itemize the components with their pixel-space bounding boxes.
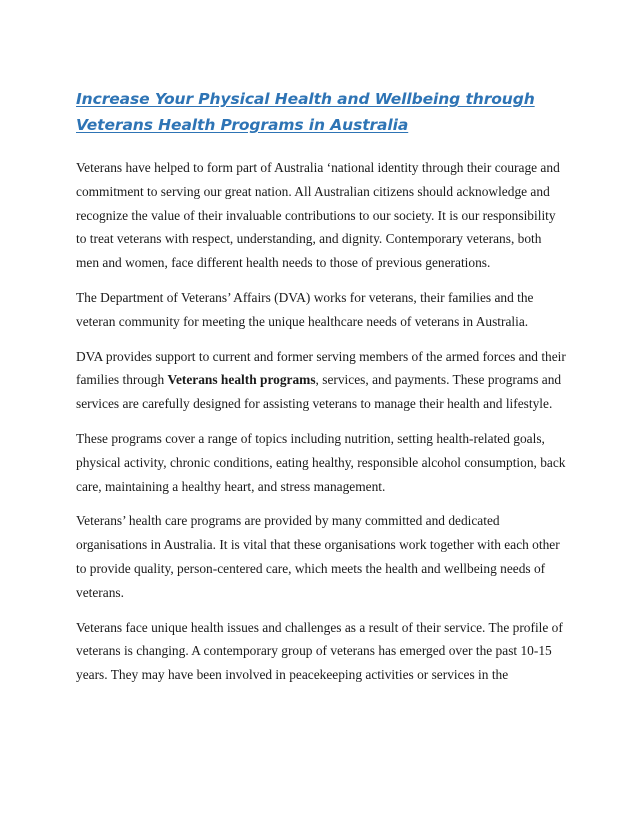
paragraph-program-topics: These programs cover a range of topics including nutrition, setting health-related goals, physical activity, chronic conditions, eating healthy, responsible alcohol consumption, back care, maintaining a healthy heart, and stress management.: [76, 430, 566, 494]
document-title: Increase Your Physical Health and Wellbeing through Veterans Health Programs in Australia: [76, 90, 535, 134]
paragraph-dva-support: [76, 345, 566, 416]
veterans-health-programs-emphasis: Veterans health programs: [167, 372, 316, 388]
paragraph-dva-support-lead: DVA provides support to current and former serving members of the armed forces and their families through: [76, 348, 566, 388]
paragraph-unique-issues: Veterans face unique health issues and challenges as a result of their service. The profile of veterans is changing. A contemporary group of veterans has emerged over the past 10-15 years. They may have been involved in peacekeeping activities or services in the: [76, 619, 563, 683]
paragraph-veterans-identity: Veterans have helped to form part of Australia ‘national identity through their courage and commitment to serving our great nation. All Australian citizens should acknowledge and recognize the value of their invaluable contributions to our society. It is our responsibility to treat veterans with respect, understanding, and dignity. Contemporary veterans, both men and women, face different health needs to those of previous generations.: [76, 160, 560, 271]
document-body: [76, 86, 566, 698]
paragraph-dva-support-tail: , services, and payments. These programs and services are carefully designed for assisting veterans to manage their health and lifestyle.: [76, 372, 562, 412]
paragraph-care-providers: Veterans’ health care programs are provided by many committed and dedicated organisations in Australia. It is vital that these organisations work together with each other to provide quality, person-centered care, which meets the health and wellbeing needs of veterans.: [76, 513, 560, 600]
paragraph-dva-overview: The Department of Veterans’ Affairs (DVA) works for veterans, their families and the veteran community for meeting the unique healthcare needs of veterans in Australia.: [76, 289, 534, 329]
